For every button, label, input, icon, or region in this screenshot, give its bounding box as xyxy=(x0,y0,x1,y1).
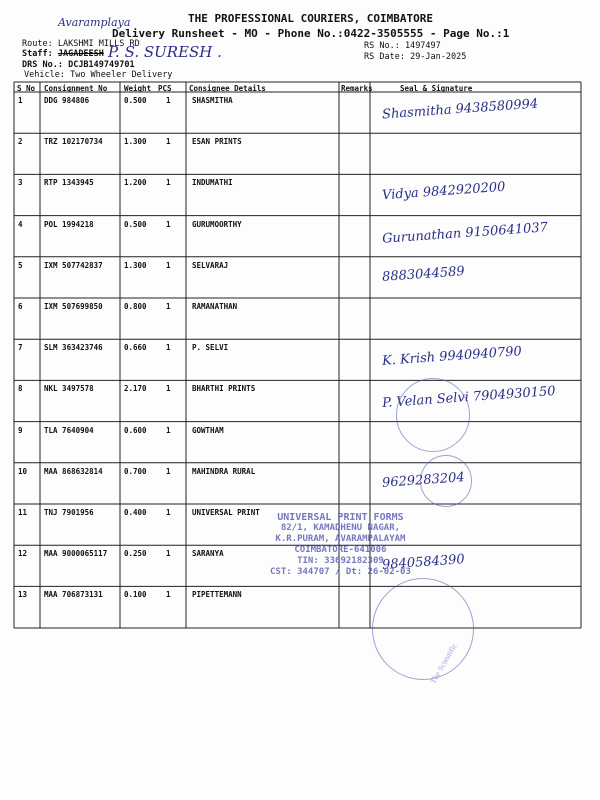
rs-no-value: 1497497 xyxy=(404,41,441,51)
row-pcs: 1 xyxy=(166,466,171,476)
drs-label: DRS No.: xyxy=(22,60,63,70)
rs-no-label: RS No.: xyxy=(364,41,400,51)
row-consignment: DDG 984806 xyxy=(44,96,90,105)
row-weight: 0.500 xyxy=(124,96,147,105)
col-remarks: Remarks xyxy=(341,84,373,93)
row-weight: 0.700 xyxy=(124,466,147,476)
row-consignment: TLA 7640904 xyxy=(44,425,94,435)
row-signature: 9840584390 xyxy=(381,552,466,574)
row-pcs: 1 xyxy=(166,508,171,517)
row-pcs: 1 xyxy=(166,590,171,600)
row-weight: 0.400 xyxy=(124,508,147,517)
round-stamp-text: The Scientific xyxy=(428,641,459,686)
col-sno: S No xyxy=(17,84,36,93)
row-pcs: 1 xyxy=(166,260,171,270)
row-sno: 13 xyxy=(18,590,28,600)
route-value: LAKSHMI MILLS RD xyxy=(57,39,140,49)
row-consignment: MAA 868632814 xyxy=(44,466,103,476)
vehicle-label: Vehicle: xyxy=(24,70,65,80)
row-pcs: 1 xyxy=(166,96,171,105)
seal-line-4: COIMBATORE-641006 xyxy=(294,545,387,555)
row-sno: 3 xyxy=(18,178,23,188)
row-sno: 2 xyxy=(18,137,23,147)
row-consignee: BHARTHI PRINTS xyxy=(192,384,256,394)
row-signature: 9629283204 xyxy=(381,469,466,491)
row-signature: 8883044589 xyxy=(381,263,466,285)
row-consignee: SARANYA xyxy=(192,549,224,559)
row-signature: Vidya 9842920200 xyxy=(381,180,506,204)
row-consignee: UNIVERSAL PRINT xyxy=(192,508,260,517)
row-consignee: PIPETTEMANN xyxy=(192,590,242,600)
col-seal-signature: Seal & Signature xyxy=(400,84,473,93)
seal-line-5: TIN: 33692182309 xyxy=(297,556,384,566)
row-consignee: GURUMOORTHY xyxy=(192,219,242,229)
runsheet-title: Delivery Runsheet - MO - Phone No.:0422-3505555 - Page No.:1 xyxy=(112,27,510,40)
rs-date-value: 29-Jan-2025 xyxy=(410,52,467,62)
seal-line-3: K.R.PURAM, AVARAMPALAYAM xyxy=(275,534,406,544)
row-consignment: SLM 363423746 xyxy=(44,343,103,353)
row-consignment: POL 1994218 xyxy=(44,219,94,229)
vehicle-value: Two Wheeler Delivery xyxy=(70,70,173,80)
handwritten-area-note: Avaramplaya xyxy=(58,16,131,29)
row-sno: 7 xyxy=(18,343,23,353)
round-stamp-1 xyxy=(396,378,470,452)
row-weight: 1.200 xyxy=(124,178,147,188)
row-pcs: 1 xyxy=(166,549,171,559)
seal-line-6: CST: 344707 / Dt: 26-02-03 xyxy=(270,567,411,577)
row-consignment: NKL 3497578 xyxy=(44,384,94,394)
row-consignee: MAHINDRA RURAL xyxy=(192,466,256,476)
row-signature: P. Velan Selvi 7904930150 xyxy=(381,384,557,412)
row-sno: 4 xyxy=(18,219,23,229)
row-consignee: SHASMITHA xyxy=(192,96,233,105)
row-consignee: SELVARAJ xyxy=(192,260,229,270)
row-weight: 0.800 xyxy=(124,302,147,311)
row-consignee: GOWTHAM xyxy=(192,425,224,435)
staff-value: JAGADEESH xyxy=(57,49,104,59)
row-weight: 1.300 xyxy=(124,137,147,147)
route-label: Route: xyxy=(22,39,53,49)
row-consignee: ESAN PRINTS xyxy=(192,137,242,147)
drs-value: DCJB149749701 xyxy=(68,60,135,70)
staff-label: Staff: xyxy=(22,49,53,59)
row-weight: 0.100 xyxy=(124,590,147,600)
row-weight: 0.600 xyxy=(124,425,147,435)
seal-line-2: 82/1, KAMADHENU NAGAR, xyxy=(280,523,401,533)
row-pcs: 1 xyxy=(166,384,171,394)
row-weight: 0.250 xyxy=(124,549,147,559)
row-signature: Gurunathan 9150641037 xyxy=(381,219,549,247)
row-consignment: TRZ 102170734 xyxy=(44,137,103,147)
col-consignment: Consignment No xyxy=(44,84,108,93)
row-sno: 12 xyxy=(18,549,28,559)
row-sno: 1 xyxy=(18,96,23,105)
row-consignee: P. SELVI xyxy=(192,343,229,353)
row-weight: 2.170 xyxy=(124,384,147,394)
row-sno: 6 xyxy=(18,302,23,311)
row-weight: 1.300 xyxy=(124,260,147,270)
seal-line-1: UNIVERSAL PRINT FORMS xyxy=(277,512,404,523)
row-pcs: 1 xyxy=(166,137,171,147)
rs-date-label: RS Date: xyxy=(364,52,405,62)
row-signature: Shasmitha 9438580994 xyxy=(381,96,539,123)
row-consignment: IXM 507742837 xyxy=(44,260,103,270)
row-sno: 11 xyxy=(18,508,28,517)
col-consignee: Consignee Details xyxy=(189,84,266,93)
staff-handwritten: P. S. SURESH . xyxy=(108,43,222,61)
row-weight: 0.500 xyxy=(124,219,147,229)
row-consignment: TNJ 7901956 xyxy=(44,508,94,517)
company-title: THE PROFESSIONAL COURIERS, COIMBATORE xyxy=(188,12,434,25)
row-sno: 5 xyxy=(18,260,23,270)
row-pcs: 1 xyxy=(166,219,171,229)
row-consignee: INDUMATHI xyxy=(192,178,233,188)
row-pcs: 1 xyxy=(166,425,171,435)
row-weight: 0.660 xyxy=(124,343,147,353)
row-consignment: IXM 507699850 xyxy=(44,302,103,311)
company-seal-stamp xyxy=(270,512,411,578)
row-sno: 10 xyxy=(18,466,28,476)
row-consignment: MAA 706873131 xyxy=(44,590,103,600)
row-consignment: RTP 1343945 xyxy=(44,178,94,188)
row-pcs: 1 xyxy=(166,178,171,188)
row-sno: 9 xyxy=(18,425,23,435)
row-signature: K. Krish 9940940790 xyxy=(381,344,523,370)
col-weight: Weight xyxy=(124,84,152,93)
round-stamp-2 xyxy=(420,455,472,507)
col-pcs: PCS xyxy=(158,84,172,93)
row-consignment: MAA 9000065117 xyxy=(44,549,108,559)
row-pcs: 1 xyxy=(166,343,171,353)
round-stamp-3 xyxy=(372,578,474,686)
row-sno: 8 xyxy=(18,384,23,394)
row-pcs: 1 xyxy=(166,302,171,311)
row-consignee: RAMANATHAN xyxy=(192,302,238,311)
